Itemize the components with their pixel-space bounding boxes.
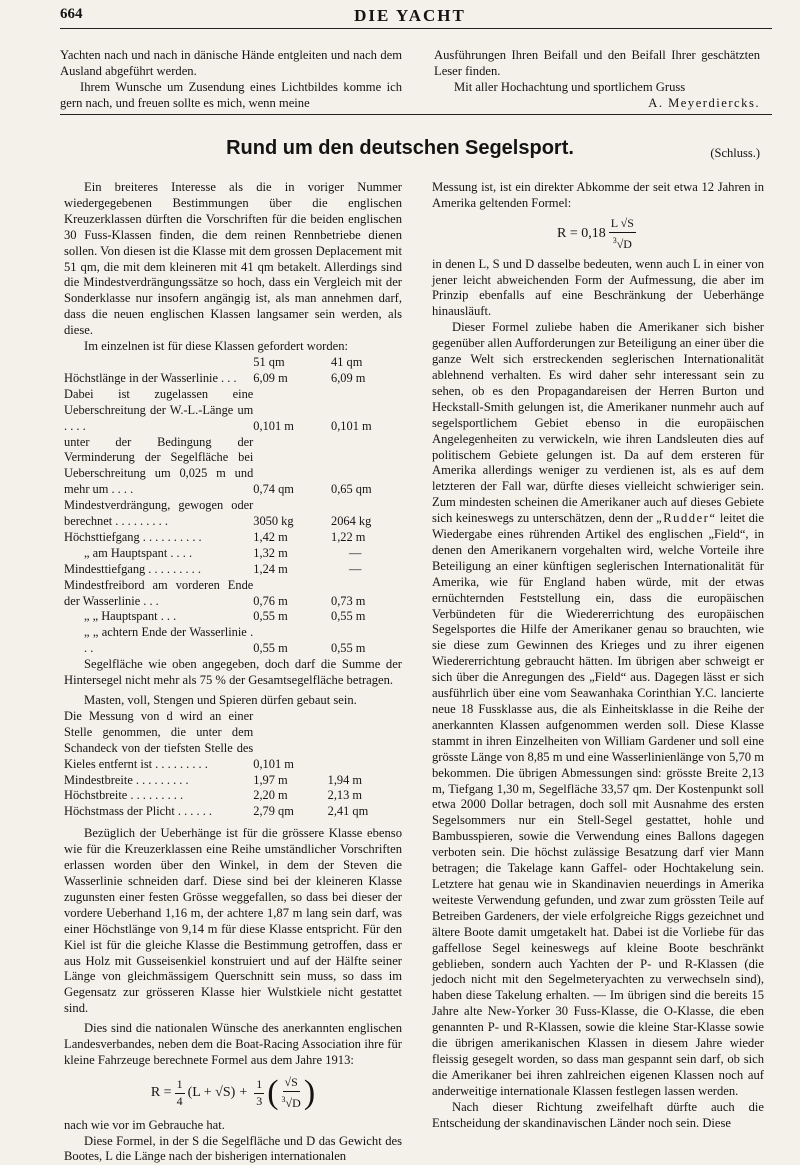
header-rule [60, 28, 772, 29]
paragraph: Ausführungen Ihren Beifall und den Beifall Ihrer geschätzten Leser finden. [434, 48, 760, 78]
table-cell: 1,24 m [253, 561, 288, 576]
article-note: (Schluss.) [710, 146, 760, 160]
numerator: 1 [254, 1077, 264, 1094]
left-column [64, 180, 402, 1165]
table-cell: 2,20 m [253, 788, 288, 803]
right-column [432, 180, 764, 1131]
table-header [64, 355, 253, 371]
formula-lhs: R = [150, 1085, 172, 1101]
formula-term: (L + √S) [187, 1085, 236, 1101]
spec-table-2 [64, 709, 402, 820]
article-title: Rund um den deutschen Segelsport. [226, 137, 574, 159]
table-cell: 1,97 m [253, 772, 288, 787]
numerator: 1 [175, 1077, 185, 1094]
table-header-row [64, 355, 402, 371]
table-cell: 2,13 m [327, 788, 363, 803]
paragraph: in denen L, S und D dasselbe bedeuten, wenn auch L in einer von jener leicht abweichenden Form der Aufmessung, die aber im Prinzip ebenfalls auf eine Beschränkung der Ueberhänge hinausläuft. [432, 256, 764, 319]
table-cell: 0,65 qm [331, 482, 372, 497]
table-cell: 6,09 m [331, 370, 366, 385]
table-cell: Mindestbreite . . . . . . . . . [64, 772, 189, 787]
table-cell: Mindestverdrängung, gewogen oder berechnet . . . . . . . . . [64, 498, 254, 529]
table-row [64, 788, 402, 804]
page-number: 664 [60, 6, 83, 22]
table-cell: 0,101 m [253, 756, 294, 771]
paragraph: Dies sind die nationalen Wünsche des anerkannten englischen Landesverbandes, neben dem die Boat-Racing Association ihre für kleine Fahrzeuge berechnete Formel aus dem Jahre 1913: [64, 1021, 402, 1067]
table-cell: 1,94 m [327, 772, 363, 787]
table-cell: — [349, 561, 362, 576]
signature: A. Meyerdiercks. [648, 95, 760, 110]
table-row [64, 578, 402, 610]
paragraph: Bezüglich der Ueberhänge ist für die grössere Klasse ebenso wie für die Kreuzerklassen eine Reihe umständlicher Vorschriften erlassen worden über den Winkel, in dem der Steven die Wasserlinie schneiden darf. Diese sind bei der kleineren Klasse zugunsten einer festen Grösse weggefallen, so dass bei dieser der vordere Ueberhand 1,16 m, der achtere 1,87 m lang sein darf, was einer Höchstlänge von 9,14 m für diese Klasse entspricht. Für den Kiel ist für die gleiche Klasse die Bestimmung getroffen, dass er aus Holz mit Gusseisenkiel konstruiert und auf der Hälfte seiner Länge von gleichmässigem Querschnitt sein muss, so dass im Gegensatz zur grösseren Klasse hier Wulstkiele nicht gestattet sind. [64, 826, 402, 1016]
table-row [64, 609, 402, 625]
table-cell: „ „ Hauptspant . . . [84, 609, 177, 624]
fraction [175, 1077, 185, 1110]
table-row [64, 625, 402, 657]
journal-title: DIE YACHT [354, 6, 466, 25]
table-row [64, 709, 402, 773]
paragraph: Masten, voll, Stengen und Spieren dürfen gebaut sein. [84, 693, 357, 707]
fraction [254, 1077, 264, 1110]
table-cell: 0,55 m [331, 641, 366, 656]
table-cell: „ am Hauptspant . . . . [84, 545, 193, 560]
table-cell: — [349, 545, 362, 560]
denominator: 4 [176, 1093, 183, 1108]
table-cell: Höchstbreite . . . . . . . . . [64, 788, 184, 803]
text-run: Dieser Formel zuliebe haben die Amerikaner sich bisher gegenüber allen Aufforderungen zur Beteiligung an einer über die ganze Welt sich erstreckenden seglerischen Internationalität ablehnend verhalten. Es wird daher sehr interessant sein zu sehen, ob es den Propagandareisen der Herren Burton und Heckstall-Smith gelungen ist, die Amerikaner nunmehr auch auf segelsportlichem Gebiet ebenso in die europäischen Angelegenheiten zu verwickeln, wie ihren Landsleuten dies auf politischem Gebiete gelungen ist. Da auf dem ersteren für Amerika allerdings weniger zu verdienen ist, als es auf dem letzteren der Fall war, dürfte dieses vielleicht schwieriger sein. Zum mindesten scheinen die Amerikaner auch auf dieses Gebiete sich keineswegs zu unterschätzen, denn der [432, 320, 764, 526]
paren-right-icon: ) [303, 1074, 316, 1112]
table-cell: unter der Bedingung der Verminderung der Segelfläche bei Ueberschreitung um 0,025 m und mehr um . . . . [64, 434, 254, 497]
table-cell: Mindestfreibord am vorderen Ende der Wasserlinie . . . [64, 577, 254, 608]
table-cell: Dabei ist zugelassen eine Ueberschreitung der W.-L.-Länge um . . . . [64, 386, 254, 433]
table-cell: „ „ achtern Ende der Wasserlinie . . . [84, 625, 254, 656]
table-cell [328, 709, 402, 773]
paragraph: nach wie vor im Gebrauche hat. [64, 1117, 225, 1132]
table-cell: 0,101 m [253, 418, 294, 433]
paragraph: Messung ist, ist ein direkter Abkomme der seit etwa 12 Jahren in Amerika geltenden Formel: [432, 180, 764, 210]
paragraph: Yachten nach und nach in dänische Hände entgleiten und nach dem Ausland abgeführt werden. [60, 48, 402, 78]
formula-operator: + [239, 1085, 248, 1101]
table-row [64, 530, 402, 546]
fraction [609, 216, 636, 253]
top-right-text [434, 48, 760, 112]
paragraph: Diese Formel, in der S die Segelfläche und D das Gewicht des Bootes, L die Länge nach der bisherigen internationalen [64, 1133, 402, 1164]
table-cell: Höchstmass der Plicht . . . . . . [64, 804, 212, 819]
table-cell: 1,32 m [253, 545, 288, 560]
table-row [64, 773, 402, 789]
table-cell: 0,76 m [253, 593, 288, 608]
paragraph [432, 320, 764, 1099]
table-cell: Höchstlänge in der Wasserlinie . . . [64, 370, 237, 385]
denominator [282, 1092, 301, 1112]
formula-lhs: R = 0,18 [557, 226, 606, 242]
table-row [64, 546, 402, 562]
top-left-text [60, 48, 402, 112]
page-header [60, 4, 760, 28]
table-cell: 2064 kg [331, 514, 372, 529]
table-cell: 2,79 qm [253, 804, 294, 819]
table-header: 51 qm [253, 354, 285, 369]
paragraph: Im einzelnen ist für diese Klassen gefordert worden: [84, 339, 349, 354]
table-row [64, 498, 402, 530]
denominator-text: √D [285, 1095, 301, 1110]
denominator [613, 233, 632, 253]
table-row [64, 387, 402, 435]
table-row [64, 371, 402, 387]
paragraph: Ihrem Wunsche um Zusendung eines Lichtbildes komme ich gern nach, und freuen sollte es mich, wenn meine [60, 79, 402, 110]
table-row [64, 435, 402, 499]
section-rule [60, 114, 772, 115]
paragraph: Nach dieser Richtung zweifelhaft dürfte auch die Entscheidung der skandinavischen Länder noch sein. Diese [432, 1099, 764, 1130]
table-row [64, 804, 402, 820]
numerator: L √S [609, 216, 636, 233]
table-cell: 0,55 m [253, 641, 288, 656]
numerator: √S [283, 1075, 300, 1092]
table-cell: 6,09 m [253, 370, 288, 385]
text-run: leitet die Wiedergabe eines rührenden Artikel des englischen „Field“, in denen den Amerikanern vorgehalten wird, welche Vorteile ihre Beteiligung an einer künftigen seglerischen Internationalität für Amerika, wie für England haben würde, mit der etwas ernüchternden Feststellung ein, dass die europäischen Verbündeten für die Wiedererrichtung des europäischen Segelsportes die Hilfe der Amerikaner genau so brauchten, wie sie diese zum Gewinnen des Krieges und zu ihrer eigenen Wiedererrichtung gebraucht hätten. Im übrigen aber schweigt er sich über die Anregungen des „Field“ aus. Dagegen lässt er sich ausführlich über eine vom Seawanhaka Corinthian Y.C. lancierte neue 18 Fussklasse aus, die als Einheitsklasse in die Reihe der anerkannten Klassen aufgenommen werden soll. Diese Klasse stammt in ihren Einzelheiten von William Gardener und soll eine grösste Länge von 8,85 m und eine Wasserlinienlänge von 5,70 m bekommen. Die übrigen Abmessungen sind: grösste Breite 2,13 m, Tiefgang 1,30 m, Segelfläche 33,57 qm. Der Kostenpunkt soll etwa 2000 Dollar betragen, doch soll mit Ausnahme des ersten Segelsommers nur ein Stell-Segel gestattet, hohle und Bambusspieren, sowie die Verwendung eines Ballons dagegen verboten sein. Die höchst zulässige Besatzung darf vier Mann betragen; die Takelage kann Gaffel- oder Hochtakelung sein. Letztere hat genau wie in Skandinavien neuerdings in Amerika weiteste Verwendung gefunden, und zwar zum grössten Teile auf Betreiben Gardeners, der viele erfolgreiche Riggs gezeichnet und ältere Boote damit umgetakelt hat. Dabei ist die Vorliebe für das gaffellose Segel keineswegs auf kleine Boote beschränkt geblieben, sondern auch Yachten der P- und R-Klassen (die jedoch nicht mit den Segelmeteryachten zu verwechseln sind), haben diese Takelung erhalten. — Im übrigen sind die bereits 15 Jahre alte New-Yorker 30 Fuss-Klasse, die O-Klasse, die eben genannten P- und R-Klassen, sowie die kleine Star-Klasse sowie die übrigen amerikanischen Klassen in diesem Jahre wieder fleissig gesegelt worden, so dass man gespannt sein darf, ob sich die Amerikaner bei ihren zahlreichen eigenen Klassen noch auf anderweitige internationale Klassen festlegen lassen werden. [432, 511, 764, 1098]
root-index: 3 [612, 235, 617, 245]
table-cell: 3050 kg [253, 514, 294, 529]
table-cell: 2,41 qm [327, 804, 369, 819]
denominator: 3 [256, 1093, 263, 1108]
table-row [64, 562, 402, 578]
table-cell: Mindesttiefgang . . . . . . . . . [64, 561, 201, 576]
formula-bra [64, 1075, 402, 1112]
text-run: „Rudder“ [656, 511, 717, 526]
table-cell: 0,74 qm [253, 482, 294, 497]
table-cell: 0,73 m [331, 593, 366, 608]
paren-left-icon: ( [267, 1074, 279, 1112]
paragraph: Ein breiteres Interesse als die in voriger Nummer wiedergegebenen Bestimmungen über die englischen Kreuzerklassen dürften die Vorschriften für die beiden englischen 30 Fuss-Klassen finden, die dem reinen Rennbetriebe dienen sollen. Von diesen ist die Klasse mit dem grossen Deplacement mit 51 qm, die mit dem kleineren mit 41 qm betakelt. Allerdings sind die Mindestverdrängungssätze so hoch, dass ein Vergleich mit der Sonderklasse nur insofern angängig ist, als man annehmen darf, dass die neuen englischen Klassen langsamer sein werden, als diese. [64, 180, 402, 338]
table-cell: 0,101 m [331, 418, 372, 433]
table-cell: 1,42 m [253, 529, 288, 544]
spec-table [64, 355, 402, 657]
table-cell: 0,55 m [331, 609, 366, 624]
table-cell: 0,55 m [253, 609, 288, 624]
formula-american [432, 216, 764, 253]
denominator-text: √D [616, 236, 632, 251]
table-cell: Die Messung von d wird an einer Stelle genommen, die unter dem Schandeck von der tiefsten Stelle des Kieles entfernt ist . . . . . . . . . [64, 708, 254, 771]
table-header: 41 qm [331, 354, 363, 369]
table-cell: Höchsttiefgang . . . . . . . . . . [64, 529, 202, 544]
root-index: 3 [281, 1094, 286, 1104]
paragraph: Segelfläche wie oben angegeben, doch darf die Summe der Hintersegel nicht mehr als 75 % der Gesamtsegelfläche betragen. [64, 657, 402, 688]
table-cell: 1,22 m [331, 529, 366, 544]
fraction [282, 1075, 301, 1112]
paragraph: Mit aller Hochachtung und sportlichem Gruss [454, 79, 686, 94]
